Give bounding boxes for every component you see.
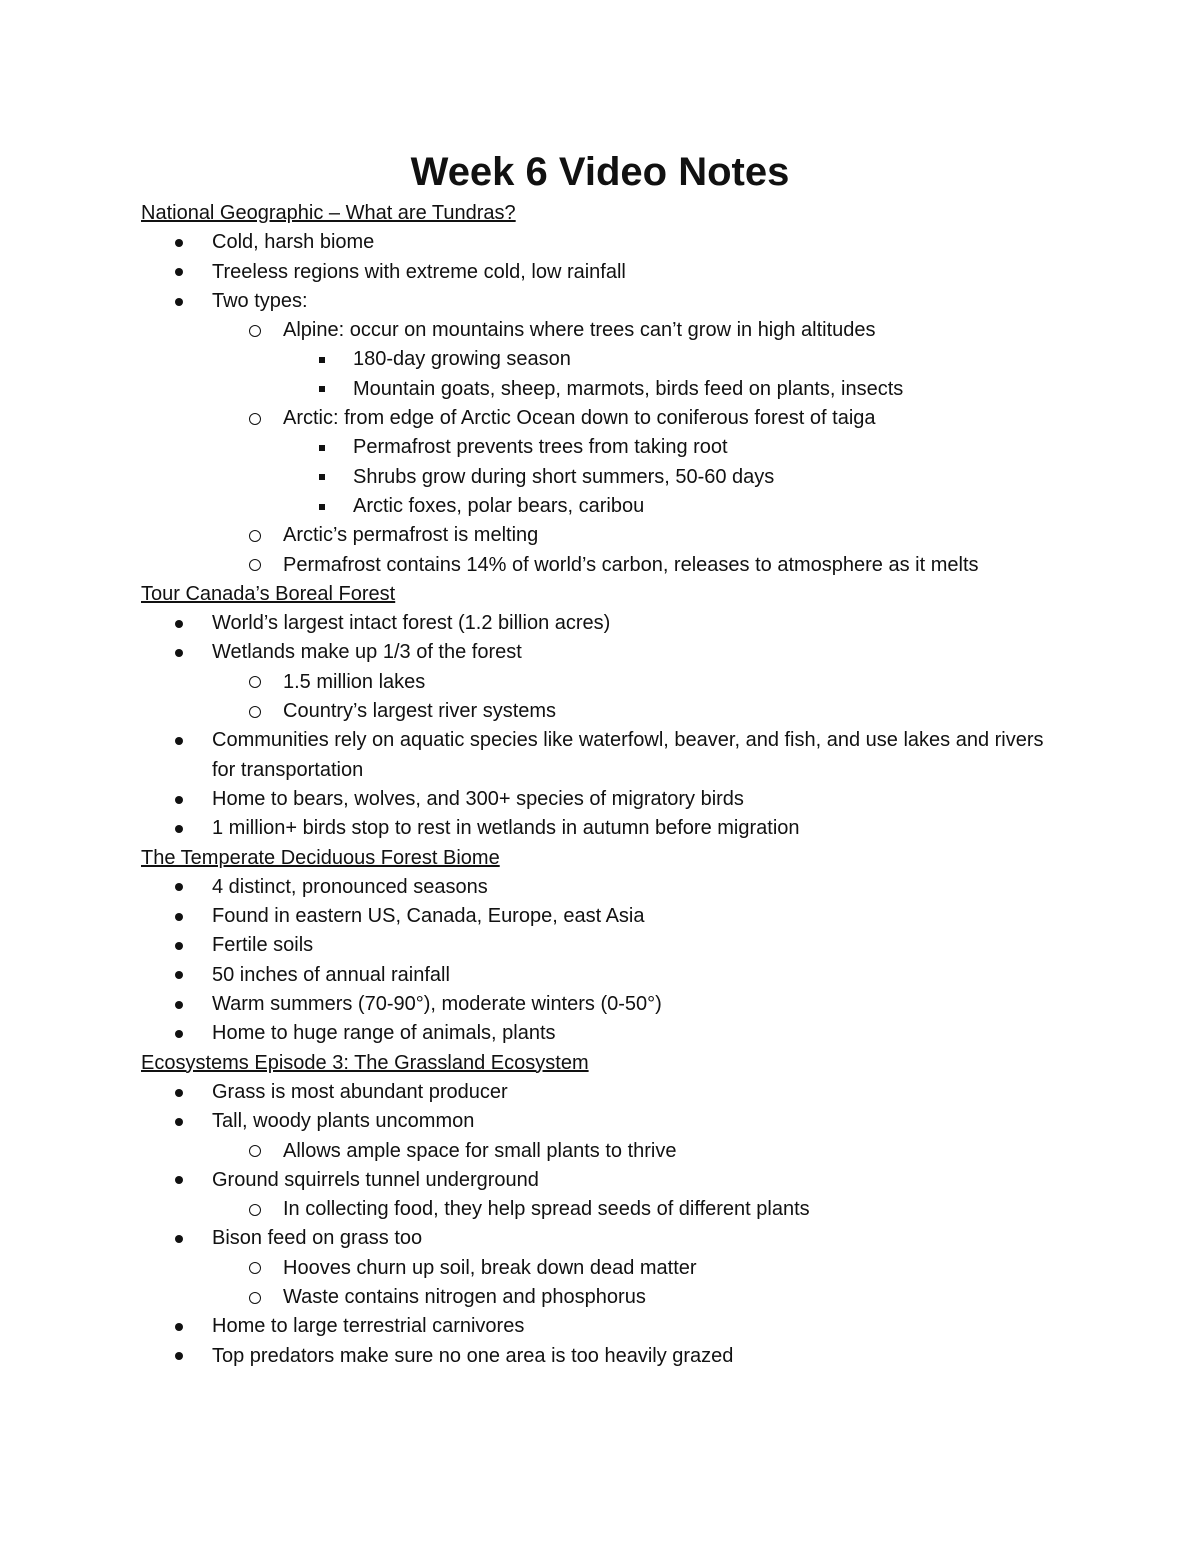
bullet-circle-icon — [245, 1254, 265, 1283]
bullet-circle-icon — [245, 316, 265, 345]
notes-content — [141, 199, 1061, 1371]
list-item — [141, 1019, 1061, 1048]
section-heading: Tour Canada’s Boreal Forest — [141, 582, 396, 605]
list-item-text: Home to bears, wolves, and 300+ species of migratory birds — [212, 787, 744, 810]
bullet-dot-icon — [169, 902, 189, 931]
list-item — [141, 609, 1061, 638]
list-item-text: Communities rely on aquatic species like waterfowl, beaver, and fish, and use lakes and rivers for transportation — [212, 729, 1044, 781]
list-item-text: Ground squirrels tunnel underground — [212, 1168, 539, 1191]
list-item — [141, 961, 1061, 990]
list-item-text: Country’s largest river systems — [283, 700, 557, 723]
bullet-square-icon — [312, 492, 332, 521]
bullet-square-icon — [312, 433, 332, 462]
list-item-text: Wetlands make up 1/3 of the forest — [212, 641, 522, 664]
list-item — [141, 931, 1061, 960]
bullet-dot-icon — [169, 258, 189, 287]
list-item-text: Permafrost prevents trees from taking root — [353, 436, 728, 459]
list-item — [141, 1342, 1061, 1371]
list-item — [141, 1107, 1061, 1136]
list-item — [141, 902, 1061, 931]
bullet-square-icon — [312, 375, 332, 404]
list-item — [141, 521, 1061, 550]
list-item — [141, 1312, 1061, 1341]
list-item-text: Hooves churn up soil, break down dead matter — [283, 1256, 697, 1279]
list-item — [141, 1224, 1061, 1253]
list-item — [141, 345, 1061, 374]
list-item-text: Warm summers (70-90°), moderate winters (0-50°) — [212, 993, 662, 1016]
list-item-text: Home to large terrestrial carnivores — [212, 1315, 525, 1338]
bullet-dot-icon — [169, 609, 189, 638]
list-item — [141, 228, 1061, 257]
list-item — [141, 1283, 1061, 1312]
section-heading: The Temperate Deciduous Forest Biome — [141, 846, 500, 869]
bullet-circle-icon — [245, 668, 265, 697]
list-item-text: Waste contains nitrogen and phosphorus — [283, 1285, 646, 1308]
list-item — [141, 990, 1061, 1019]
bullet-dot-icon — [169, 1166, 189, 1195]
list-item — [141, 726, 1061, 785]
list-item — [141, 551, 1061, 580]
bullet-dot-icon — [169, 638, 189, 667]
bullet-dot-icon — [169, 1342, 189, 1371]
section-heading: Ecosystems Episode 3: The Grassland Ecosystem — [141, 1051, 589, 1074]
list-item — [141, 492, 1061, 521]
bullet-dot-icon — [169, 873, 189, 902]
list-item-text: Cold, harsh biome — [212, 231, 375, 254]
list-item — [141, 287, 1061, 316]
list-item — [141, 814, 1061, 843]
list-item-text: Arctic foxes, polar bears, caribou — [353, 494, 645, 517]
bullet-square-icon — [312, 463, 332, 492]
list-item-text: Allows ample space for small plants to thrive — [283, 1139, 677, 1162]
list-item — [141, 638, 1061, 667]
list-item-text: Alpine: occur on mountains where trees can’t grow in high altitudes — [283, 319, 876, 342]
list-item — [141, 316, 1061, 345]
list-item-text: Treeless regions with extreme cold, low rainfall — [212, 260, 626, 283]
list-item-text: Bison feed on grass too — [212, 1227, 423, 1250]
notes-section — [141, 580, 1061, 844]
list-item-text: Permafrost contains 14% of world’s carbon, releases to atmosphere as it melts — [283, 553, 979, 576]
bullet-circle-icon — [245, 521, 265, 550]
bullet-dot-icon — [169, 1312, 189, 1341]
bullet-dot-icon — [169, 961, 189, 990]
list-item-text: Top predators make sure no one area is too heavily grazed — [212, 1344, 734, 1367]
list-item-text: Home to huge range of animals, plants — [212, 1022, 556, 1045]
list-item — [141, 404, 1061, 433]
list-item-text: In collecting food, they help spread seeds of different plants — [283, 1198, 810, 1221]
list-item-text: 180-day growing season — [353, 348, 571, 371]
bullet-dot-icon — [169, 1078, 189, 1107]
list-item — [141, 1254, 1061, 1283]
list-item-text: Shrubs grow during short summers, 50-60 days — [353, 465, 775, 488]
list-item — [141, 697, 1061, 726]
bullet-dot-icon — [169, 287, 189, 316]
list-item — [141, 1137, 1061, 1166]
bullet-dot-icon — [169, 726, 189, 755]
bullet-circle-icon — [245, 1137, 265, 1166]
bullet-circle-icon — [245, 1283, 265, 1312]
bullet-square-icon — [312, 345, 332, 374]
list-item-text: Two types: — [212, 289, 308, 312]
notes-section — [141, 844, 1061, 1049]
list-item — [141, 463, 1061, 492]
bullet-circle-icon — [245, 1195, 265, 1224]
list-item-text: Grass is most abundant producer — [212, 1080, 508, 1103]
list-item — [141, 258, 1061, 287]
list-item-text: Tall, woody plants uncommon — [212, 1110, 475, 1133]
page-title: Week 6 Video Notes — [410, 150, 790, 194]
list-item-text: World’s largest intact forest (1.2 billion acres) — [212, 612, 611, 635]
list-item — [141, 873, 1061, 902]
bullet-dot-icon — [169, 1224, 189, 1253]
list-item-text: Mountain goats, sheep, marmots, birds feed on plants, insects — [353, 377, 904, 400]
section-heading: National Geographic – What are Tundras? — [141, 202, 516, 224]
notes-section — [141, 1049, 1061, 1371]
list-item-text: 50 inches of annual rainfall — [212, 963, 450, 986]
notes-section — [141, 199, 1061, 580]
list-item — [141, 1195, 1061, 1224]
bullet-dot-icon — [169, 931, 189, 960]
bullet-circle-icon — [245, 551, 265, 580]
bullet-dot-icon — [169, 990, 189, 1019]
list-item-text: 1 million+ birds stop to rest in wetlands in autumn before migration — [212, 817, 800, 840]
list-item — [141, 375, 1061, 404]
bullet-circle-icon — [245, 697, 265, 726]
list-item — [141, 433, 1061, 462]
list-item-text: Found in eastern US, Canada, Europe, east Asia — [212, 905, 645, 928]
bullet-circle-icon — [245, 404, 265, 433]
list-item-text: 4 distinct, pronounced seasons — [212, 875, 488, 898]
list-item-text: Arctic: from edge of Arctic Ocean down to coniferous forest of taiga — [283, 407, 876, 430]
list-item — [141, 668, 1061, 697]
bullet-dot-icon — [169, 814, 189, 843]
bullet-dot-icon — [169, 1107, 189, 1136]
bullet-dot-icon — [169, 1019, 189, 1048]
bullet-dot-icon — [169, 228, 189, 257]
list-item — [141, 785, 1061, 814]
list-item-text: 1.5 million lakes — [283, 670, 426, 693]
list-item-text: Arctic’s permafrost is melting — [283, 524, 539, 547]
bullet-dot-icon — [169, 785, 189, 814]
list-item-text: Fertile soils — [212, 934, 314, 957]
list-item — [141, 1166, 1061, 1195]
list-item — [141, 1078, 1061, 1107]
